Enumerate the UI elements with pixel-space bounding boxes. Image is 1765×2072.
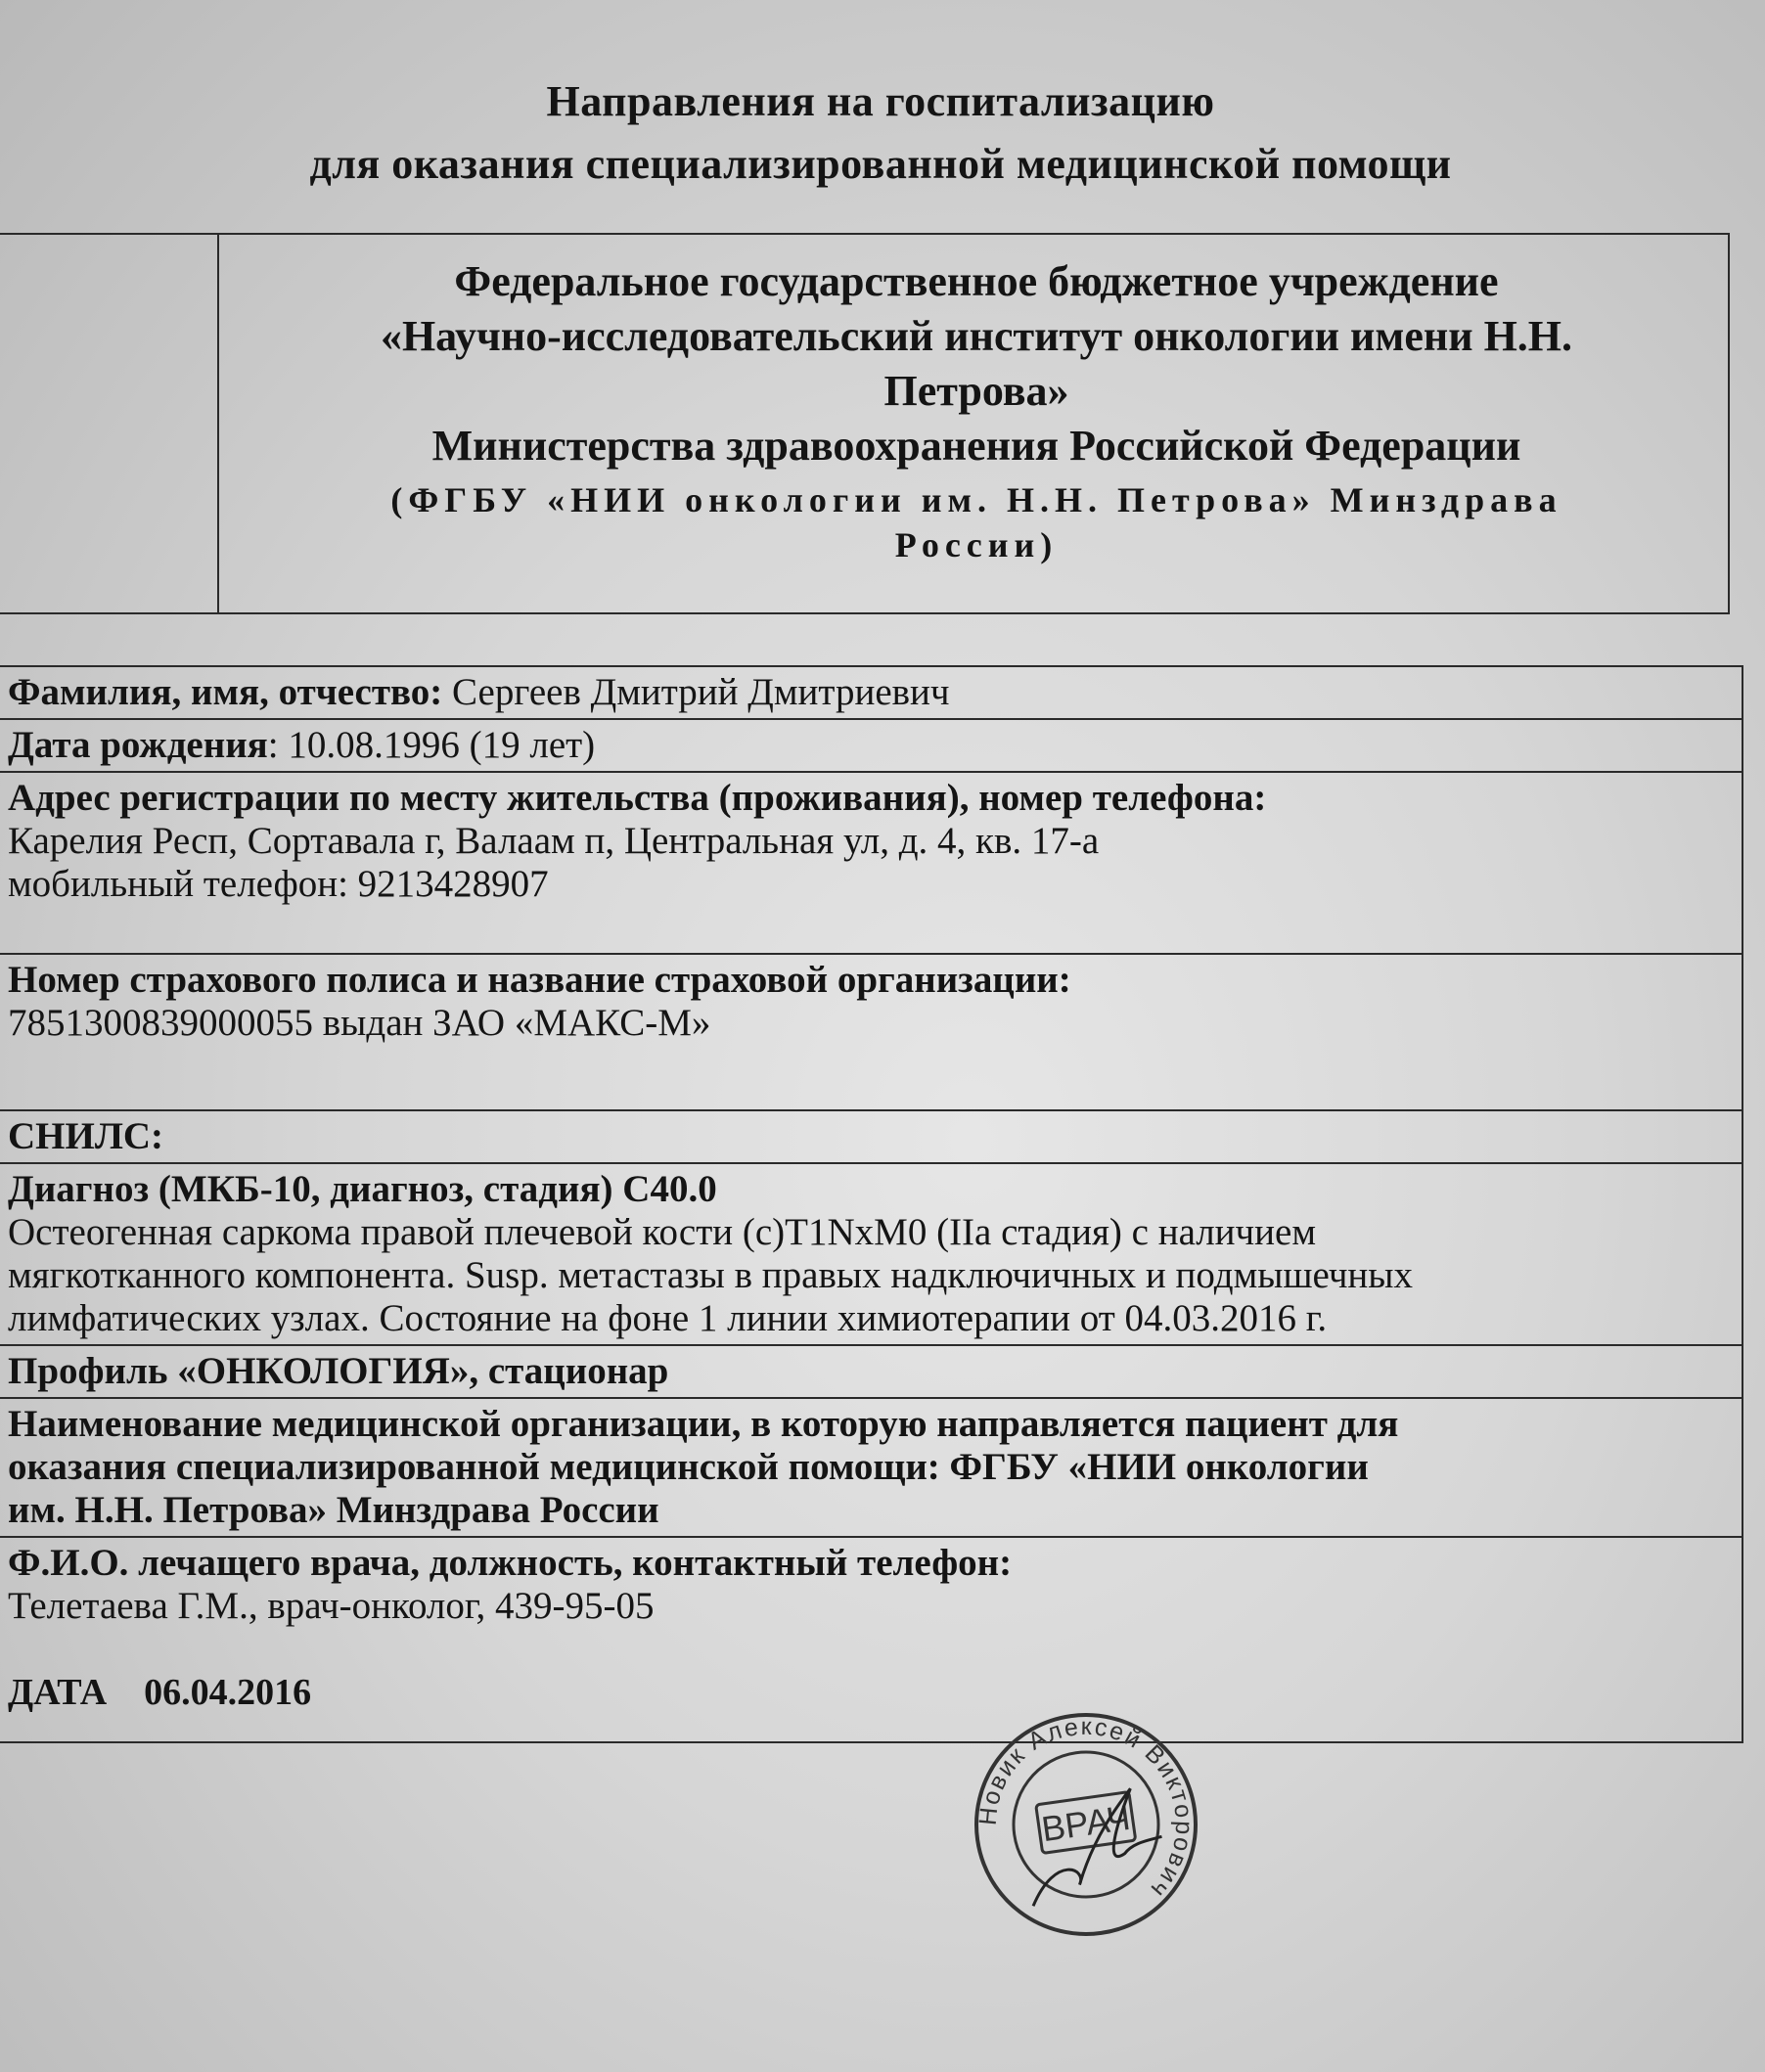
doctor-stamp	[964, 1702, 1208, 1947]
doctor-label: Ф.И.О. лечащего врача, должность, контактный телефон:	[8, 1542, 1013, 1584]
policy-label: Номер страхового полиса и название страховой организации:	[8, 959, 1071, 1001]
title-line-2: для оказания специализированной медицинской помощи	[309, 140, 1452, 188]
fio-value: Сергеев Дмитрий Дмитриевич	[452, 671, 950, 713]
date-value: 06.04.2016	[144, 1672, 312, 1713]
institution-line-2: «Научно-исследовательский институт онкологии имени Н.Н.	[380, 312, 1573, 360]
institution-abbr-line-1: (ФГБУ «НИИ онкологии им. Н.Н. Петрова» Минздрава	[390, 480, 1562, 519]
stamp-ring-textpath: Новик Алексей Викторович	[973, 1712, 1199, 1905]
institution-divider	[217, 235, 219, 612]
address-label: Адрес регистрации по месту жительства (проживания), номер телефона:	[8, 777, 1267, 819]
profile-row	[0, 1346, 1742, 1399]
institution-line-3: Петрова»	[883, 367, 1069, 415]
address-value: Карелия Респ, Сортавала г, Валаам п, Центральная ул, д. 4, кв. 17-а	[8, 820, 1100, 862]
dob-value: : 10.08.1996 (19 лет)	[267, 724, 596, 766]
profile-label: Профиль «ОНКОЛОГИЯ», стационар	[8, 1350, 669, 1392]
diagnosis-label: Диагноз (МКБ-10, диагноз, стадия) С40.0	[8, 1168, 717, 1210]
organization-line-3: им. Н.Н. Петрова» Минздрава России	[8, 1489, 659, 1531]
snils-row	[0, 1111, 1742, 1164]
dob-label: Дата рождения	[8, 724, 268, 766]
institution-line-1: Федеральное государственное бюджетное учреждение	[454, 257, 1499, 305]
address-row	[0, 773, 1742, 955]
diagnosis-line-3: лимфатических узлах. Состояние на фоне 1 линии химиотерапии от 04.03.2016 г.	[8, 1297, 1328, 1339]
dob-row	[0, 720, 1742, 773]
organization-row	[0, 1399, 1742, 1538]
stamp-center-text: ВРАЧ	[1038, 1796, 1133, 1850]
referral-form	[0, 665, 1743, 1743]
snils-label: СНИЛС:	[8, 1115, 164, 1157]
policy-row	[0, 955, 1742, 1111]
doctor-row	[0, 1538, 1742, 1743]
organization-line-1: Наименование медицинской организации, в которую направляется пациент для	[8, 1403, 1399, 1445]
policy-value: 7851300839000055 выдан ЗАО «МАКС-М»	[8, 1002, 711, 1044]
diagnosis-line-2: мягкотканного компонента. Susp. метастазы в правых надключичных и подмышечных	[8, 1254, 1414, 1296]
phone-value: мобильный телефон: 9213428907	[8, 863, 549, 905]
organization-line-2: оказания специализированной медицинской помощи: ФГБУ «НИИ онкологии	[8, 1446, 1369, 1488]
title-line-1: Направления на госпитализацию	[546, 77, 1215, 125]
institution-line-4: Министерства здравоохранения Российской Федерации	[431, 422, 1521, 470]
fio-label: Фамилия, имя, отчество:	[8, 671, 443, 713]
institution-name	[235, 254, 1718, 567]
institution-box	[0, 233, 1730, 614]
diagnosis-line-1: Остеогенная саркома правой плечевой кости (c)T1NxM0 (IIa стадия) с наличием	[8, 1211, 1317, 1253]
date-label: ДАТА	[8, 1672, 108, 1713]
date-line	[8, 1671, 348, 1714]
diagnosis-row	[0, 1164, 1742, 1346]
doctor-value: Телетаева Г.М., врач-онколог, 439-95-05	[8, 1585, 655, 1627]
document-title	[147, 70, 1614, 196]
institution-abbr-line-2: России)	[894, 525, 1059, 564]
fio-row	[0, 667, 1742, 720]
